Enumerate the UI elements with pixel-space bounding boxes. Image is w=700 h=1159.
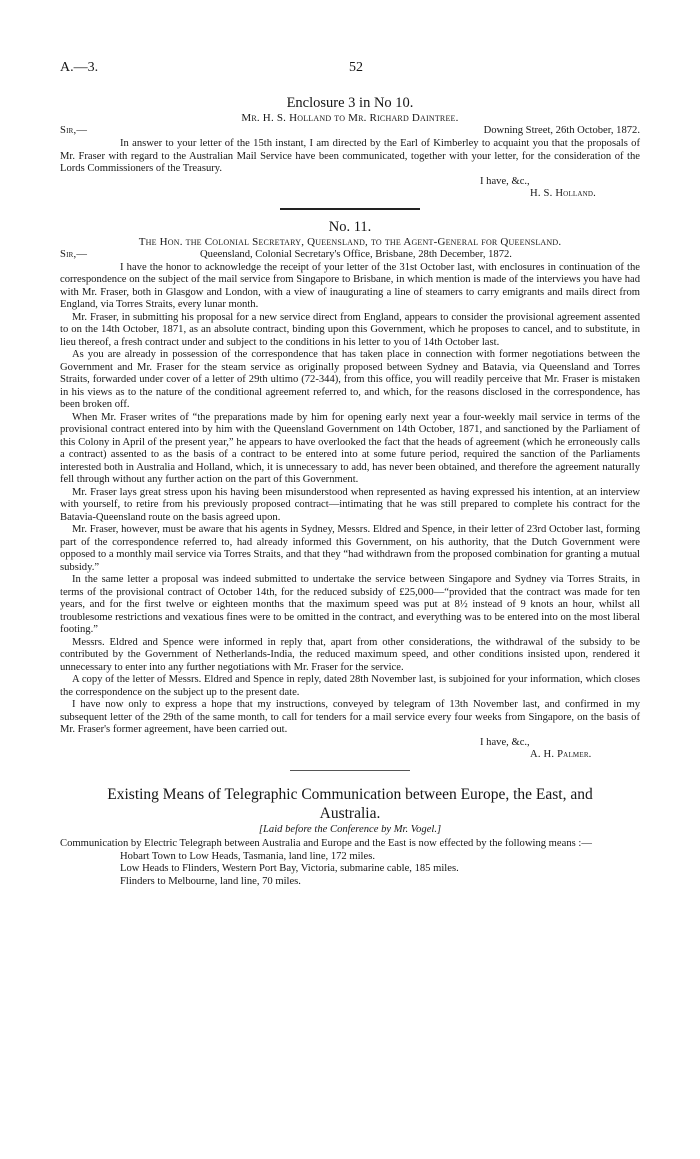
paragraph: Messrs. Eldred and Spence were informed in reply that, apart from other considerations, the withdrawal of the subsidy to be contributed by the Government of Netherlands-India, the reduced maximum speed, and other conditions insisted upon, rendered it unnecessary to enter into any further negotiations with Mr. Fraser for the service. — [60, 636, 640, 673]
letter-body: In answer to your letter of the 15th instant, I am directed by the Earl of Kimberley to acquaint you that the proposals of Mr. Fraser with regard to the Australian Mail Service have been communicated, together with your letter, for the consideration of the Lords Commissioners of the Treasury. — [60, 138, 640, 174]
laid-before-note: [Laid before the Conference by Mr. Vogel.] — [258, 823, 442, 835]
paragraph: I have the honor to acknowledge the receipt of your letter of the 31st October last, with enclosures in continuation of the correspondence on the subject of the mail service from Singapore to Brisbane, in which mention is made of the interviews you have had with Mr. Fraser, both in Glasgow and London, with a view of inaugurating a line of steamers to carry emigrants and mails direct from England, via Torres Straits, every lunar month. — [60, 261, 640, 310]
page-header — [60, 62, 640, 80]
letter-no-11 — [60, 218, 640, 762]
paragraph: Mr. Fraser, in submitting his proposal for a new service direct from England, appears to consider the provisional agreement assented to on the 14th October, 1871, as an absolute contract, binding upon this Government, which he proposes to cancel, and to substitute, in lieu thereof, a fresh contract under and subject to the conditions in his letter to you of 14th October last. — [60, 311, 640, 348]
paragraph: I have now only to express a hope that my instructions, conveyed by telegram of 13th November last, and confirmed in my subsequent letter of the 29th of the same month, to call for tenders for a mail service every four weeks from Singapore, on the basis of Mr. Fraser's former agreement, have been carried out. — [60, 699, 640, 735]
telegraph-section — [60, 785, 640, 889]
enclosure-title: Enclosure 3 in No 10. — [286, 95, 414, 111]
closing: I have, &c., — [480, 736, 530, 748]
list-item: Hobart Town to Low Heads, Tasmania, land line, 172 miles. — [120, 850, 375, 862]
enclosure-3 — [60, 94, 640, 201]
paper-reference: A.—3. — [60, 60, 99, 75]
paragraph: Mr. Fraser, however, must be aware that his agents in Sydney, Messrs. Eldred and Spence, in their letter of 23rd October last, forming part of the correspondence referred to, had already informed this Government, on his authority, that the Dutch Government were opposed to a monthly mail service via Torres Straits, and that they “had withdrawn from the proposed combination for granting a mutual subsidy.” — [60, 524, 640, 573]
intro-paragraph: Communication by Electric Telegraph between Australia and Europe and the East is now effected by the following means :— — [60, 838, 592, 849]
salutation-row — [60, 249, 640, 262]
letter-number: No. 11. — [328, 218, 372, 235]
list-item: Flinders to Melbourne, land line, 70 miles. — [120, 875, 301, 887]
salutation: Sir,— — [60, 248, 88, 260]
salutation-row — [60, 125, 640, 138]
paragraph: In the same letter a proposal was indeed submitted to undertake the service between Singapore and Sydney via Torres Straits, in terms of the provisional contract of October 14th, for the reduced subsidy of £25,000—“provided that the contract was made for ten years, and for the first twelve or eighteen months that the maximum speed was put at 8½ instead of 9 knots an hour, whilst all troublesome restrictions and vexatious fines were to be omitted in the contract, and everything was to be entered into on the most liberal footing.” — [60, 574, 640, 635]
section-divider — [280, 208, 420, 210]
salutation: Sir,— — [60, 125, 88, 136]
signature: H. S. Holland. — [530, 188, 597, 199]
letter-from-to: The Hon. the Colonial Secretary, Queensland, to the Agent-General for Queensland. — [138, 235, 562, 248]
enclosure-from-to: Mr. H. S. Holland to Mr. Richard Daintree. — [241, 112, 459, 124]
signature: A. H. Palmer. — [530, 749, 592, 760]
place-date: Downing Street, 26th October, 1872. — [483, 125, 640, 136]
paragraph: Mr. Fraser lays great stress upon his having been misunderstood when represented as having expressed his intention, at an interview with yourself, to retire from his previously proposed contract—intimating that he was still prepared to complete his contract for the Batavia-Queensland route on the basis agreed upon. — [60, 486, 640, 523]
paragraph: When Mr. Fraser writes of “the preparations made by him for opening early next year a four-weekly mail service in terms of the provisional contract entered into by him with the Queensland Government on 14th October, 1871, and sanctioned by the Parliament of this Colony in April of the present year,” he appears to have overlooked the fact that the heads of agreement (which he erroneously calls a contract) assented to as the basis of a contract to be entered into at some future period, required the sanction of the Parliaments interested both in Australia and Holland, which, it is unnecessary to add, has never been obtained, and therefore the agreement naturally fell through without any further action on the part of this Government. — [60, 411, 640, 485]
list-item: Low Heads to Flinders, Western Port Bay, Victoria, submarine cable, 185 miles. — [120, 863, 459, 874]
page-content — [60, 92, 640, 888]
section-title-line-2: Australia. — [319, 804, 381, 822]
paragraph: A copy of the letter of Messrs. Eldred and Spence in reply, dated 28th November last, is subjoined for your information, which closes the correspondence on the subject up to the present date. — [60, 674, 640, 698]
section-title-line-1: Existing Means of Telegraphic Communication between Europe, the East, and — [107, 785, 593, 803]
section-title — [60, 785, 640, 823]
telegraph-lines — [60, 851, 640, 889]
closing: I have, &c., — [480, 175, 530, 187]
place-date: Queensland, Colonial Secretary's Office, Brisbane, 28th December, 1872. — [200, 248, 512, 260]
paragraph: As you are already in possession of the correspondence that has taken place in connection with former negotiations between the Government and Mr. Fraser for the steam service as originally proposed between Sydney and Batavia, via Queensland and Torres Straits, forwarded under cover of a letter of 29th ultimo (72-344), from this office, you will readily perceive that Mr. Fraser is mistaken in his views as to the nature of the conditional agreement referred to, and which, for the reasons disclosed in the correspondence, has been broken off. — [60, 349, 640, 410]
section-divider — [290, 770, 410, 771]
page-number: 52 — [349, 60, 363, 75]
